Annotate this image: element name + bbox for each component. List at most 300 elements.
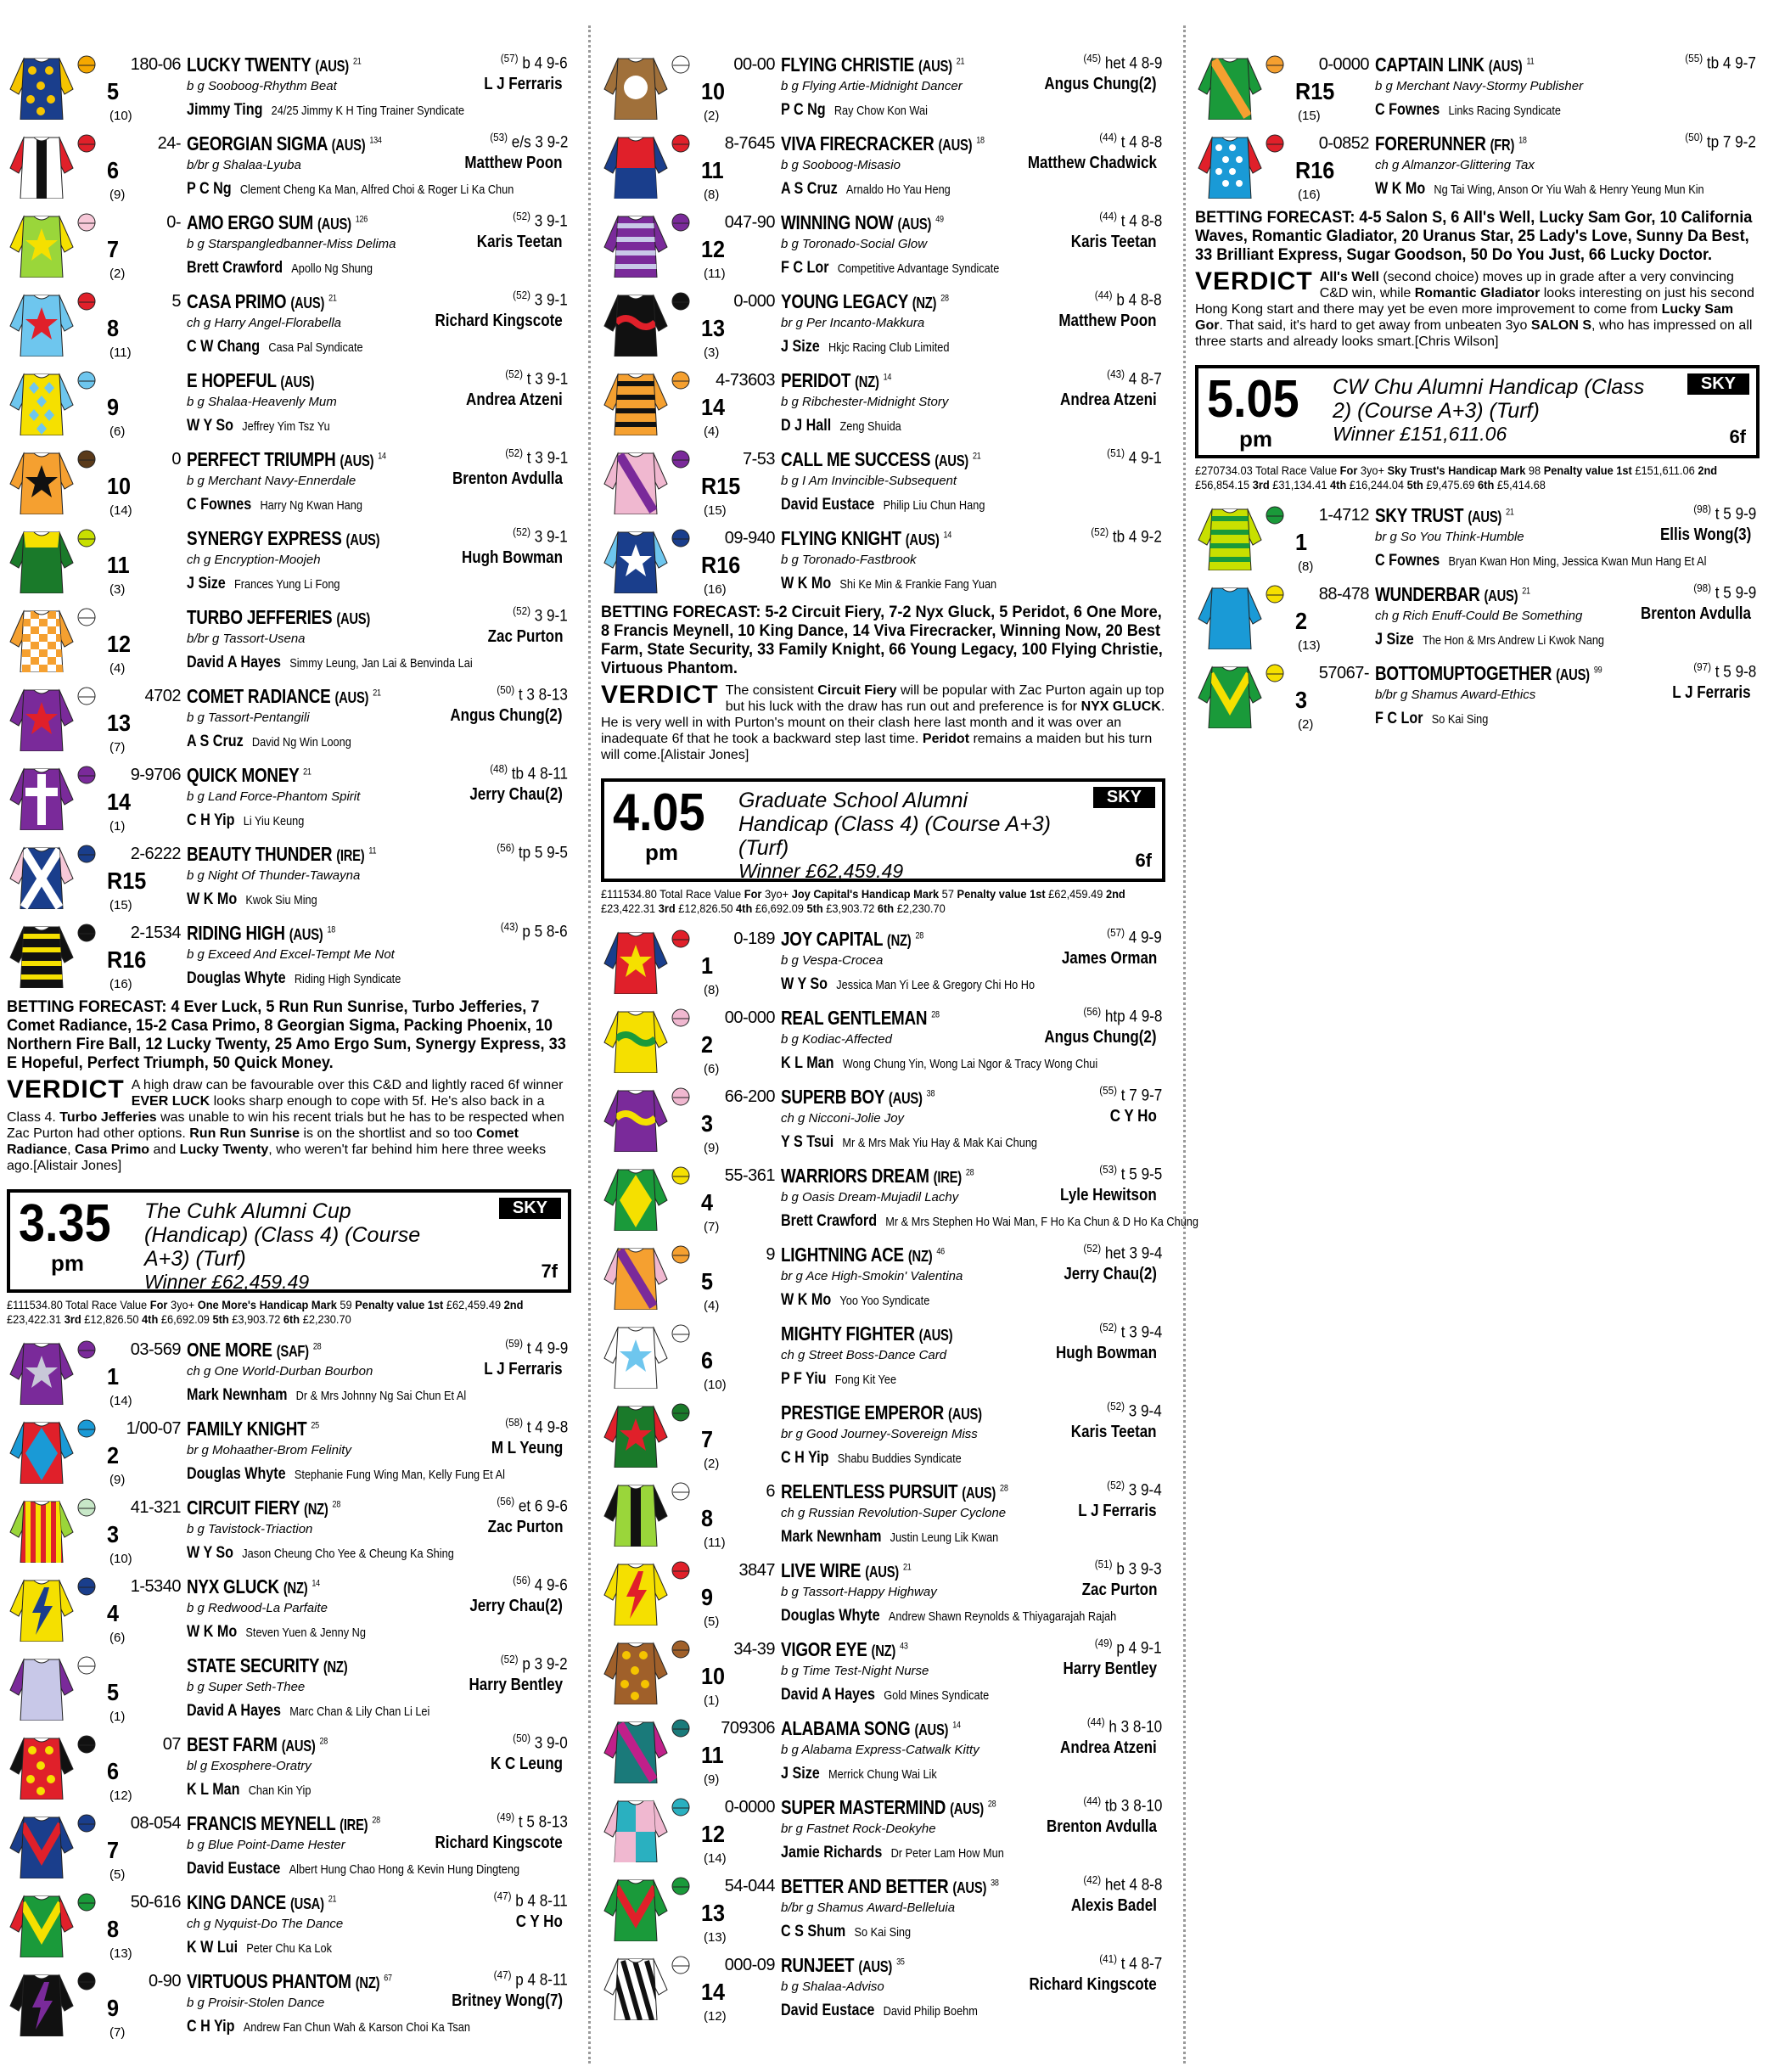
rating-weight: $^{(52)}$ t 3 9-4 [1098,1321,1162,1342]
trainer-name: F C Lor So Kai Sing [1375,710,1489,727]
horse-name[interactable]: BETTER AND BETTER (AUS) $^{38}$ [781,1875,999,1897]
race-time: 4.05 [613,783,705,842]
pedigree: b g Toronado-Social Glow [781,237,928,251]
jockey-silks-icon [603,1794,669,1862]
horse-name[interactable]: YOUNG LEGACY (NZ) $^{28}$ [781,290,949,312]
horse-name[interactable]: COMET RADIANCE (AUS) $^{21}$ [187,685,381,707]
owner-name: Jason Cheung Cho Yee & Cheung Ka Shing [242,1547,454,1561]
jockey-silks-icon [8,368,75,435]
pedigree: b g Land Force-Phantom Spirit [187,789,361,804]
horse-name[interactable]: PERIDOT (NZ) $^{14}$ [781,369,892,391]
jockey-silks-icon [603,1952,669,2020]
jockey-silks-icon [603,525,669,593]
jockey-name: Brenton Avdulla [1046,1817,1157,1836]
form-figures: 08-054 [130,1814,181,1833]
horse-name[interactable]: CASA PRIMO (AUS) $^{21}$ [187,290,337,312]
jockey-name: L J Ferraris [484,1360,563,1379]
horse-name[interactable]: AMO ERGO SUM (AUS) $^{126}$ [187,211,368,233]
runner-entry[interactable] [601,441,1165,520]
draw-number: (11) [704,1536,726,1550]
saddle-number: 2 [1295,608,1308,634]
rating-weight: $^{(57)}$ 4 9-9 [1107,926,1162,947]
horse-name[interactable]: CAPTAIN LINK (AUS) $^{11}$ [1375,53,1535,76]
horse-name[interactable]: ONE MORE (SAF) $^{28}$ [187,1339,322,1361]
rating-weight: $^{(50)}$ t 3 8-13 [497,683,568,705]
pedigree: b g Oasis Dream-Mujadil Lachy [781,1190,959,1204]
horse-name[interactable]: STATE SECURITY (NZ) [187,1654,348,1676]
horse-name[interactable]: ALABAMA SONG (AUS) $^{14}$ [781,1717,961,1739]
cap-icon [671,369,691,390]
pedigree: b g Sooboog-Rhythm Beat [187,79,337,93]
jockey-name: Zac Purton [487,1518,563,1536]
jockey-name: Matthew Poon [1058,312,1157,330]
cap-icon [76,1575,97,1596]
runner-entry[interactable] [7,205,571,284]
cap-icon [671,1875,691,1895]
race-header [7,1189,571,1293]
draw-number: (10) [109,1552,132,1566]
trainer-name: David Eustace David Philip Boehm [781,2002,978,2019]
pedigree: b g Vespa-Crocea [781,953,884,968]
runner-entry[interactable] [7,47,571,126]
jockey-name: Brenton Avdulla [1640,604,1751,623]
form-figures: 57067- [1318,664,1369,682]
cap-icon [671,1086,691,1106]
runner-entry[interactable] [601,205,1165,284]
horse-name[interactable]: SUPERB BOY (AUS) $^{38}$ [781,1086,935,1108]
jockey-name: Brenton Avdulla [452,469,563,488]
cap-icon [76,132,97,153]
runner-entry[interactable] [601,921,1165,1000]
verdict: VERDICT A high draw can be favourable over this C&D and lightly raced 6f winner EVER LUCK looks sharp enough to cope with 5f. He's also back in a Class 4. Turbo Jefferies was unable to win his recent trials but he has to be respected when Zac Purton had other options. Run Run Sunrise is on the shortlist and so too Comet Radiance, Casa Primo and Lucky Twenty, who weren't far behind him here three weeks ago.[Alistair Jones] [7,1075,564,1173]
owner-name: Harry Ng Kwan Hang [260,498,362,513]
rating-weight: $^{(41)}$ t 4 8-7 [1098,1952,1162,1974]
saddle-number: 11 [701,1742,724,1768]
runner-entry[interactable] [7,1332,571,1411]
horse-name[interactable]: TURBO JEFFERIES (AUS) [187,606,371,628]
jockey-silks-icon [603,368,669,435]
race-pm: pm [51,1250,84,1276]
pedigree: ch g Almanzor-Glittering Tax [1375,158,1535,172]
draw-number: (16) [109,977,132,991]
jockey-silks-icon [603,1163,669,1231]
pedigree: ch g Nyquist-Do The Dance [187,1917,344,1931]
jockey-silks-icon [603,289,669,357]
runner-entry[interactable] [7,757,571,836]
runner-entry[interactable] [601,1710,1165,1789]
runner-entry[interactable] [7,1648,571,1727]
horse-name[interactable]: FRANCIS MEYNELL (IRE) $^{28}$ [187,1812,380,1834]
runner-entry[interactable] [7,1411,571,1490]
race-time: 3.35 [19,1194,111,1253]
trainer-name: Brett Crawford Apollo Ng Shung [187,259,373,277]
pedigree: br g So You Think-Humble [1375,530,1524,544]
cap-icon [671,1954,691,1974]
jockey-name: Hugh Bowman [1056,1344,1157,1362]
rating-weight: $^{(97)}$ t 5 9-8 [1692,660,1756,682]
rating-weight: $^{(56)}$ et 6 9-6 [497,1495,568,1516]
owner-name: Links Racing Syndicate [1448,104,1562,118]
horse-name[interactable]: SYNERGY EXPRESS (AUS) [187,527,380,549]
pedigree: b g Shalaa-Adviso [781,1979,884,1994]
horse-name[interactable]: SUPER MASTERMIND (AUS) $^{28}$ [781,1796,996,1818]
horse-name[interactable]: FORERUNNER (FR) $^{18}$ [1375,132,1527,154]
pedigree: b g Blue Point-Dame Hester [187,1838,345,1852]
horse-name[interactable]: JOY CAPITAL (NZ) $^{28}$ [781,928,923,950]
horse-name[interactable]: PERFECT TRIUMPH (AUS) $^{14}$ [187,448,386,470]
pedigree: b g Super Seth-Thee [187,1680,306,1694]
trainer-name: David A Hayes Gold Mines Syndicate [781,1686,990,1704]
horse-name[interactable]: QUICK MONEY $^{21}$ [187,764,312,786]
runner-entry[interactable] [601,1316,1165,1395]
trainer-name: C W Chang Casa Pal Syndicate [187,338,363,356]
saddle-number: R16 [701,552,741,578]
jockey-silks-icon [8,762,75,830]
cap-icon [1265,583,1285,604]
owner-name: David Philip Boehm [883,2004,978,2019]
horse-name[interactable]: CIRCUIT FIERY (NZ) $^{28}$ [187,1496,341,1519]
draw-number: (13) [1298,638,1321,653]
trainer-name: C Fownes Links Racing Syndicate [1375,101,1562,119]
form-figures: 4702 [144,687,181,705]
jockey-silks-icon [603,1242,669,1310]
pedigree: br g Good Journey-Sovereign Miss [781,1427,978,1441]
horse-name[interactable]: FAMILY KNIGHT $^{25}$ [187,1418,319,1440]
cap-icon [671,1796,691,1817]
form-figures: 7-53 [742,450,775,469]
pedigree: ch g Nicconi-Jolie Joy [781,1111,905,1126]
runner-entry[interactable] [601,520,1165,599]
rating-weight: $^{(52)}$ 3 9-4 [1107,1479,1162,1500]
jockey-name: Jerry Chau(2) [469,785,563,804]
runner-entry[interactable] [601,284,1165,362]
jockey-silks-icon [8,841,75,909]
race-title: The Cuhk Alumni Cup (Handicap) (Class 4) (Course A+3) (Turf) [144,1199,421,1271]
horse-name[interactable]: NYX GLUCK (NZ) $^{14}$ [187,1575,320,1598]
draw-number: (2) [704,109,720,123]
runner-entry[interactable] [601,1000,1165,1079]
horse-name[interactable]: LIGHTNING ACE (NZ) $^{46}$ [781,1244,945,1266]
horse-name[interactable]: BOTTOMUPTOGETHER (AUS) $^{99}$ [1375,662,1602,684]
trainer-name: Douglas Whyte Riding High Syndicate [187,969,401,987]
draw-number: (5) [704,1614,720,1629]
jockey-silks-icon [603,1084,669,1152]
runner-entry[interactable] [7,441,571,520]
horse-name[interactable]: LUCKY TWENTY (AUS) $^{21}$ [187,53,362,76]
jockey-silks-icon [8,52,75,120]
saddle-number: 9 [107,394,120,420]
draw-number: (12) [704,2009,727,2024]
owner-name: Dr Peter Lam How Mun [890,1846,1004,1861]
owner-name: Bryan Kwan Hon Ming, Jessica Kwan Mun Hang Et Al [1448,554,1707,569]
cap-icon [1265,662,1285,682]
pedigree: b/br g Shamus Award-Belleluia [781,1901,956,1915]
jockey-silks-icon [8,683,75,751]
rating-weight: $^{(98)}$ t 5 9-9 [1692,503,1756,524]
race-value: £270734.03 Total Race Value For 3yo+ Sky Trust's Handicap Mark 98 Penalty value 1st £151,611.06 2nd £56,854.15 3rd £31,134.41 4th £16,244.04 5th £9,475.69 6th £5,414.68 [1195,464,1718,491]
runner-entry[interactable] [601,362,1165,441]
form-figures: 000-09 [724,1956,775,1974]
horse-name[interactable]: WUNDERBAR (AUS) $^{21}$ [1375,583,1530,605]
runner-entry[interactable] [7,1569,571,1648]
horse-name[interactable]: WARRIORS DREAM (IRE) $^{28}$ [781,1165,974,1187]
horse-name[interactable]: VIVA FIRECRACKER (AUS) $^{18}$ [781,132,985,154]
runner-entry[interactable] [601,1237,1165,1316]
rating-weight: $^{(55)}$ t 7 9-7 [1098,1084,1162,1105]
trainer-name: C Fownes Harry Ng Kwan Hang [187,496,362,514]
trainer-name: J Size Hkjc Racing Club Limited [781,338,950,356]
pedigree: b g Shalaa-Heavenly Mum [187,395,337,409]
horse-name[interactable]: RIDING HIGH (AUS) $^{18}$ [187,922,336,944]
draw-number: (4) [704,1299,720,1313]
runner-entry[interactable] [601,1474,1165,1553]
jockey-silks-icon [8,1653,75,1721]
saddle-number: 8 [107,315,120,341]
trainer-name: Jimmy Ting 24/25 Jimmy K H Ting Trainer Syndicate [187,101,465,119]
saddle-number: 3 [701,1110,714,1137]
draw-number: (14) [109,1394,132,1408]
verdict: VERDICT All's Well (second choice) moves up in grade after a very convincing C&D win, while Romantic Gladiator looks interesting on just his second Hong Kong start and there may yet be even more improvement to come from Lucky Sam Gor. That said, it's hard to get away from unbeaten 3yo SALON S, who has impressed on all three starts and already looks smart.[Chris Wilson] [1195,267,1754,349]
owner-name: Yoo Yoo Syndicate [839,1294,930,1308]
jockey-name: Jerry Chau(2) [469,1597,563,1615]
owner-name: Arnaldo Ho Yau Heng [845,182,951,197]
horse-name[interactable]: REAL GENTLEMAN $^{28}$ [781,1007,940,1029]
cap-icon [671,1165,691,1185]
jockey-silks-icon [8,1968,75,2036]
rating-weight: $^{(52)}$ 3 9-1 [513,289,568,310]
pedigree: ch g Russian Revolution-Super Cyclone [781,1506,1007,1520]
trainer-name: F C Lor Competitive Advantage Syndicate [781,259,1000,277]
owner-name: Chan Kin Yip [248,1783,312,1798]
horse-name[interactable]: FLYING CHRISTIE (AUS) $^{21}$ [781,53,965,76]
runner-entry[interactable] [7,599,571,678]
draw-number: (7) [109,2025,126,2040]
trainer-name: David A Hayes Simmy Leung, Jan Lai & Benvinda Lai [187,654,473,671]
owner-name: Li Yiu Keung [243,814,305,828]
runner-entry[interactable] [601,47,1165,126]
owner-name: Competitive Advantage Syndicate [837,261,1000,276]
trainer-name: Douglas Whyte Andrew Shawn Reynolds & Thiyagarajah Rajah [781,1607,1117,1625]
saddle-number: 1 [107,1363,120,1390]
horse-name[interactable]: RELENTLESS PURSUIT (AUS) $^{28}$ [781,1480,1008,1502]
jockey-name: L J Ferraris [484,75,563,93]
jockey-name: Harry Bentley [1063,1659,1157,1678]
rating-weight: $^{(53)}$ e/s 3 9-2 [489,131,568,152]
saddle-number: 14 [107,789,132,815]
runner-entry[interactable] [7,126,571,205]
runner-entry[interactable] [7,1884,571,1963]
runner-entry[interactable] [1195,576,1760,655]
cap-icon [671,1007,691,1027]
trainer-name: W K Mo Yoo Yoo Syndicate [781,1291,930,1309]
jockey-silks-icon [603,131,669,199]
jockey-name: Andrea Atzeni [1060,1738,1157,1757]
owner-name: Zeng Shuida [839,419,901,434]
cap-icon [1265,132,1285,153]
trainer-name: A S Cruz David Ng Win Loong [187,733,351,750]
horse-name[interactable]: KING DANCE (USA) $^{21}$ [187,1891,337,1913]
form-figures: 709306 [721,1719,775,1738]
runner-entry[interactable] [601,1553,1165,1631]
trainer-name: C H Yip Shabu Buddies Syndicate [781,1449,962,1467]
draw-number: (9) [109,1473,126,1487]
runner-entry[interactable] [7,1805,571,1884]
horse-name[interactable]: CALL ME SUCCESS (AUS) $^{21}$ [781,448,981,470]
draw-number: (4) [109,661,126,676]
horse-name[interactable]: BEST FARM (AUS) $^{28}$ [187,1733,328,1755]
owner-name: Hkjc Racing Club Limited [828,340,950,355]
form-figures: 0-000 [733,292,775,311]
draw-number: (2) [1298,717,1314,732]
pedigree: b g Night Of Thunder-Tawayna [187,868,361,883]
form-figures: 0-0852 [1318,134,1369,153]
jockey-silks-icon [603,926,669,994]
pedigree: b/br g Shalaa-Lyuba [187,158,301,172]
horse-name[interactable]: RUNJEET (AUS) $^{35}$ [781,1954,905,1976]
horse-name[interactable]: FLYING KNIGHT (AUS) $^{14}$ [781,527,952,549]
runner-entry[interactable] [1195,497,1760,576]
runner-entry[interactable] [601,1947,1165,2026]
runner-entry[interactable] [601,1395,1165,1474]
rating-weight: $^{(52)}$ 3 9-4 [1107,1400,1162,1421]
saddle-number: 13 [701,315,726,341]
trainer-name: W Y So Jason Cheung Cho Yee & Cheung Ka Shing [187,1544,454,1562]
runner-entry[interactable] [7,284,571,362]
saddle-number: 6 [107,157,120,183]
horse-name[interactable]: PRESTIGE EMPEROR (AUS) [781,1401,982,1423]
runner-entry[interactable] [601,126,1165,205]
runner-entry[interactable] [1195,655,1760,734]
owner-name: Philip Liu Chun Hang [883,498,985,513]
draw-number: (2) [704,1457,720,1471]
trainer-name: W Y So Jessica Man Yi Lee & Gregory Chi Ho Ho [781,975,1036,993]
rating-weight: $^{(52)}$ 3 9-1 [513,525,568,547]
rating-weight: $^{(47)}$ p 4 8-11 [493,1968,568,1990]
owner-name: Dr & Mrs Johnny Ng Sai Chun Et Al [295,1389,467,1403]
runner-entry[interactable] [601,1158,1198,1237]
pedigree: b g Exceed And Excel-Tempt Me Not [187,947,395,962]
jockey-silks-icon [8,920,75,988]
cap-icon [76,290,97,311]
jockey-name: Zac Purton [487,627,563,646]
owner-name: Albert Hung Chao Hong & Kevin Hung Dingteng [289,1862,520,1877]
runner-entry[interactable] [601,1079,1165,1158]
jockey-name: C Y Ho [515,1912,563,1931]
cap-icon [671,1480,691,1501]
runner-entry[interactable] [601,1868,1165,1947]
saddle-number: 3 [1295,687,1308,713]
form-figures: 0-0000 [1318,55,1369,74]
betting-forecast: BETTING FORECAST: 5-2 Circuit Fiery, 7-2 Nyx Gluck, 5 Peridot, 6 One More, 8 Francis Meynell, 10 King Dance, 14 Viva Firecracker, Winning Now, 20 Best Farm, State Security, 33 Family Knight, 66 Young Legacy, 100 Flying Christie, Virtuous Phantom. [601,603,1163,677]
owner-name: Shi Ke Min & Frankie Fang Yuan [839,577,997,592]
pedigree: b/br g Tassort-Usena [187,632,306,646]
horse-name[interactable]: VIRTUOUS PHANTOM (NZ) $^{67}$ [187,1970,392,1992]
runner-entry[interactable] [601,1631,1165,1710]
runner-entry[interactable] [1195,47,1760,126]
horse-name[interactable]: WINNING NOW (AUS) $^{49}$ [781,211,944,233]
trainer-name: C Fownes Bryan Kwan Hon Ming, Jessica Kwan Mun Hang Et Al [1375,552,1707,570]
saddle-number: 8 [107,1916,120,1942]
trainer-name: J Size Merrick Chung Wai Lik [781,1765,937,1783]
runner-entry[interactable] [7,915,571,994]
horse-name[interactable]: E HOPEFUL (AUS) [187,369,315,391]
rating-weight: $^{(52)}$ 3 9-1 [513,604,568,626]
runner-entry[interactable] [7,678,571,757]
draw-number: (15) [109,898,132,912]
horse-name[interactable]: SKY TRUST (AUS) $^{21}$ [1375,504,1514,526]
runner-entry[interactable] [7,520,571,599]
trainer-name: W Y So Jeffrey Yim Tsz Yu [187,417,330,435]
jockey-name: Karis Teetan [1071,233,1157,251]
pedigree: b g Proisir-Stolen Dance [187,1996,325,2010]
runner-entry[interactable] [7,362,571,441]
rating-weight: $^{(56)}$ 4 9-6 [513,1574,568,1595]
rating-weight: $^{(49)}$ t 5 8-13 [497,1811,568,1832]
race-header [1195,365,1760,458]
form-figures: 66-200 [724,1087,775,1106]
jockey-silks-icon [8,1495,75,1563]
horse-name[interactable]: VIGOR EYE (NZ) $^{43}$ [781,1638,908,1660]
runner-entry[interactable] [1195,126,1760,205]
runner-entry[interactable] [7,1727,571,1805]
form-figures: 0- [166,213,181,232]
saddle-number: R15 [701,473,741,499]
verdict-heading: VERDICT [601,681,719,709]
horse-name[interactable]: LIVE WIRE (AUS) $^{21}$ [781,1559,912,1581]
pedigree: b g Tassort-Happy Highway [781,1585,937,1599]
rating-weight: $^{(52)}$ het 3 9-4 [1082,1242,1162,1263]
saddle-number: 5 [701,1268,714,1294]
trainer-name: David A Hayes Marc Chan & Lily Chan Li Lei [187,1702,430,1720]
race-value: £111534.80 Total Race Value For 3yo+ Joy Capital's Handicap Mark 57 Penalty value 1st £62,459.49 2nd £23,422.31 3rd £12,826.50 4th £6,692.09 5th £3,903.72 6th £2,230.70 [601,888,1125,915]
form-figures: 0-189 [733,929,775,948]
draw-number: (6) [109,424,126,439]
runner-entry[interactable] [601,1789,1165,1868]
horse-name[interactable]: GEORGIAN SIGMA (AUS) $^{134}$ [187,132,382,154]
cap-icon [671,1559,691,1580]
owner-name: So Kai Sing [854,1925,912,1940]
owner-name: Peter Chu Ka Lok [246,1941,332,1956]
owner-name: Fong Kit Yee [834,1373,897,1387]
saddle-number: 10 [107,473,132,499]
cap-icon [76,1339,97,1359]
form-figures: 34-39 [733,1640,775,1659]
race-distance: 6f [1729,426,1746,447]
horse-name[interactable]: BEAUTY THUNDER (IRE) $^{11}$ [187,843,377,865]
rating-weight: $^{(53)}$ t 5 9-5 [1098,1163,1162,1184]
cap-icon [671,53,691,74]
horse-name[interactable]: MIGHTY FIGHTER (AUS) [781,1322,953,1345]
rating-weight: $^{(45)}$ het 4 8-9 [1082,52,1162,73]
jockey-name: K C Leung [491,1755,563,1773]
rating-weight: $^{(44)}$ t 4 8-8 [1098,131,1162,152]
jockey-name: Richard Kingscote [435,1833,563,1852]
form-figures: 03-569 [130,1340,181,1359]
jockey-silks-icon [1197,503,1263,570]
jockey-silks-icon [8,446,75,514]
pedigree: b g Starspangledbanner-Miss Delima [187,237,396,251]
runner-entry[interactable] [7,1490,571,1569]
draw-number: (1) [109,819,126,834]
jockey-name: Angus Chung(2) [450,706,563,725]
form-figures: 88-478 [1318,585,1369,604]
rating-weight: $^{(43)}$ 4 8-7 [1107,368,1162,389]
draw-number: (6) [704,1062,720,1076]
sky-badge: SKY [1687,373,1749,395]
runner-entry[interactable] [7,1963,571,2042]
runner-entry[interactable] [7,836,571,915]
rating-weight: $^{(98)}$ t 5 9-9 [1692,581,1756,603]
